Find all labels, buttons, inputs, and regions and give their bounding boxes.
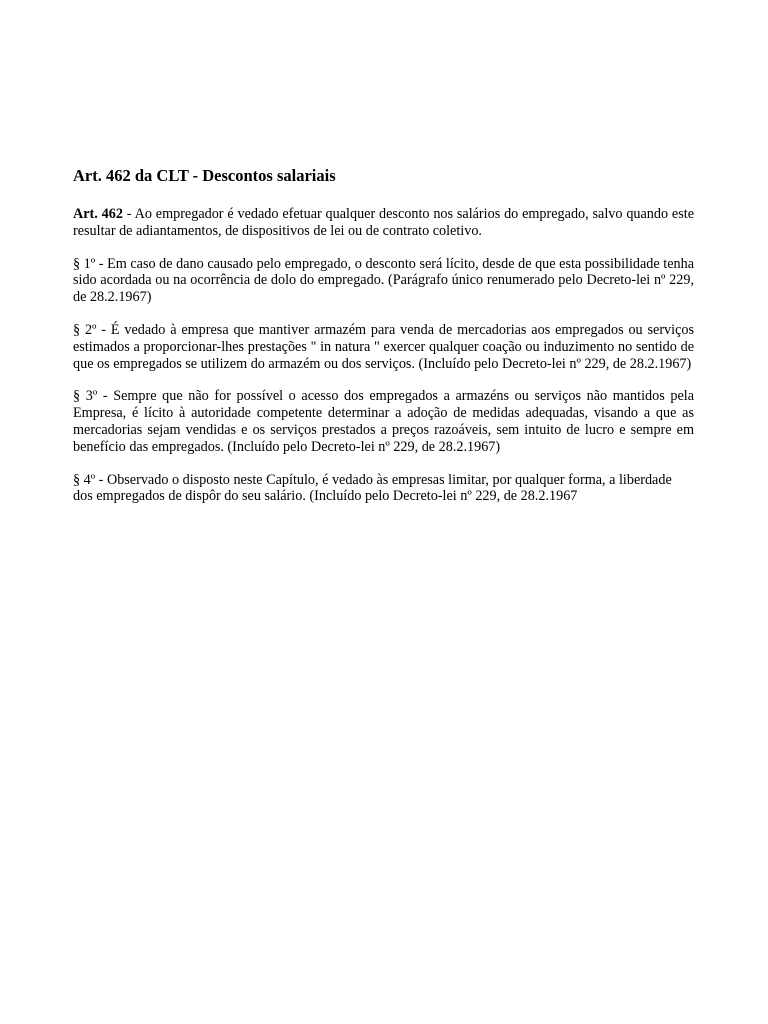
document-title: Art. 462 da CLT - Descontos salariais	[73, 166, 336, 185]
paragraph-3: § 3º - Sempre que não for possível o acesso dos empregados a armazéns ou serviços não mantidos pela Empresa, é lícito à autoridade competente determinar a adoção de medidas adequadas, visando a que as mercadorias sejam vendidas e os serviços prestados a preços razoáveis, sem intuito de lucro e sempre em benefício das empregados. (Incluído pelo Decreto-lei nº 229, de 28.2.1967)	[73, 388, 694, 455]
document-page	[73, 166, 694, 521]
paragraph-2: § 2º - É vedado à empresa que mantiver armazém para venda de mercadorias aos empregados ou serviços estimados a proporcionar-lhes prestações " in natura " exercer qualquer coação ou induzimento no sentido de que os empregados se utilizem do armazém ou dos serviços. (Incluído pelo Decreto-lei nº 229, de 28.2.1967)	[73, 321, 694, 372]
paragraph-4: § 4º - Observado o disposto neste Capítulo, é vedado às empresas limitar, por qualquer forma, a liberdade dos empregados de dispôr do seu salário. (Incluído pelo Decreto-lei nº 229, de 28.2.1967	[73, 471, 672, 505]
article-text: - Ao empregador é vedado efetuar qualquer desconto nos salários do empregado, salvo quando este resultar de adiantamentos, de dispositivos de lei ou de contrato coletivo.	[73, 206, 694, 239]
article-paragraph	[73, 206, 694, 240]
article-label: Art. 462	[73, 206, 123, 222]
paragraph-1: § 1º - Em caso de dano causado pelo empregado, o desconto será lícito, desde de que esta possibilidade tenha sido acordada ou na ocorrência de dolo do empregado. (Parágrafo único renumerado pelo Decreto-lei nº 229, de 28.2.1967)	[73, 255, 694, 306]
